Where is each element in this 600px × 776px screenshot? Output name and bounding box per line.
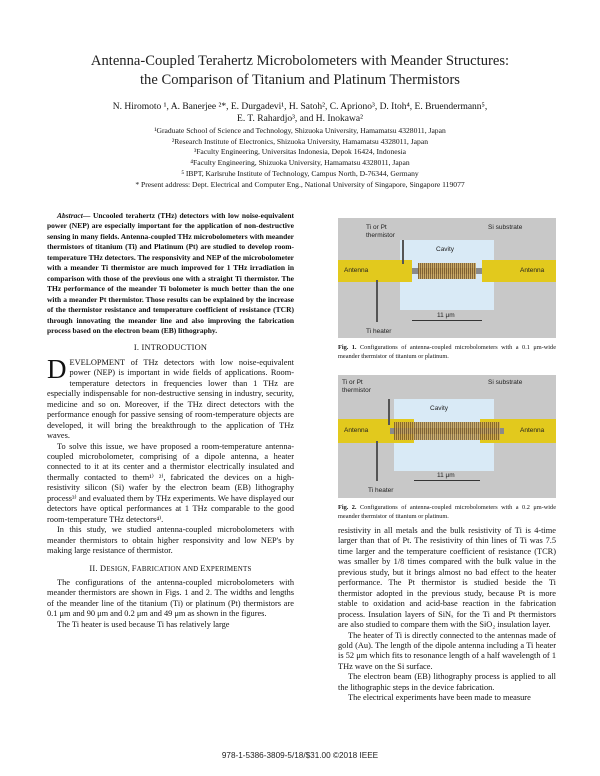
left-column <box>47 211 294 630</box>
heading-smallcaps: ABRICATION AND <box>136 564 201 573</box>
label-substrate: Si substrate <box>488 224 523 231</box>
authors-line-2: E. T. Rahardjo³, and H. Inokawa² <box>237 114 363 124</box>
intro-paragraph-1 <box>47 353 294 442</box>
label-cavity: Cavity <box>436 246 455 253</box>
thermistor-lead <box>388 399 390 425</box>
heading-cap: F <box>131 563 137 573</box>
right-paragraph-1: resistivity in all metals and the bulk resistivity of Ti is 4-time larger than that of Pt. The resistivity of thin lines of Ti was 7.5 time larger and the temperature coefficient of resistance (TCR) was smaller by 1/8 times compared with the bulk value in the previous study, but it brings almost no bad effect to the heater performance. The Pt thermistor is studied beside the Ti thermistor adopted in the previous study, because Pt is more stable to oxidation and acid-base reaction in the fabrication process. Insulation layers of SiNₓ for the Ti and Pt thermistors are also studied to compare them with the SiO₂ insulation layer. <box>338 526 556 630</box>
affiliation: ²Research Institute of Electronics, Shizuoka University, Hamamatsu 4328011, Japan <box>171 136 429 146</box>
abstract-label: Abstract— <box>57 211 91 220</box>
design-paragraph-2: The Ti heater is used because Ti has relatively large <box>57 619 230 629</box>
label-heater: Ti heater <box>366 328 392 335</box>
label-thermistor: Ti or Pt thermistor <box>342 379 371 394</box>
heater-lead <box>376 441 378 481</box>
affiliation: ³Faculty Engineering, Universitas Indonesia, Depok 16424, Indonesia <box>193 147 407 157</box>
heading-cap: D <box>100 563 107 573</box>
figure-1-diagram <box>338 218 556 338</box>
label-antenna-left: Antenna <box>344 427 369 434</box>
caption-number: Fig. 2. <box>338 504 357 511</box>
heading-cap: E <box>200 563 206 573</box>
meander-thermistor <box>394 422 500 440</box>
section-1-heading: I. INTRODUCTION <box>133 343 208 353</box>
label-heater: Ti heater <box>368 487 394 494</box>
heading-smallcaps: XPERIMENTS <box>205 564 252 573</box>
intro-paragraph-3: In this study, we studied antenna-coupled microbolometers with meander thermistors to obtain higher responsivity and low NEP's by making large resistance of thermistor. <box>47 525 294 556</box>
right-paragraph-4: The electrical experiments have been made to measure <box>348 693 531 703</box>
figure-2 <box>338 375 556 521</box>
label-antenna-right: Antenna <box>520 427 545 434</box>
figure-1-caption <box>338 344 556 361</box>
right-paragraph-2: The heater of Ti is directly connected to the antennas made of gold (Au). The length of the dipole antenna including a Ti heater is 52 μm which fits to resonance length of a half wavelength of 1 THz wave on the Si surface. <box>338 630 556 671</box>
caption-text: Configurations of antenna-coupled microbolometers with a 0.2 μm-wide meander thermistor of titanium or platinum. <box>338 504 556 520</box>
abstract <box>47 211 294 336</box>
label-dimension: 11 μm <box>437 312 455 319</box>
antenna-right <box>482 260 556 282</box>
label-thermistor: Ti or Pt thermistor <box>366 224 395 239</box>
figure-2-diagram <box>338 375 556 498</box>
heater-lead <box>376 280 378 322</box>
figure-2-caption <box>338 504 556 521</box>
intro-paragraph-1-text: EVELOPMENT of THz detectors with low noise-equivalent power (NEP) is important in wide fields of applications. Room-temperature detectors in frequencies lower than 1 THz are especially indispensable for non-destructive sensing in industry, security, medicine and so on. Moreover, if the THz direct detectors with the performance enough for passive sensing of room-temperature objects are developed, it will bring the breakthrough to the application of THz waves. <box>47 357 294 441</box>
caption-number: Fig. 1. <box>338 344 357 351</box>
affiliation-list <box>60 126 540 190</box>
label-antenna-right: Antenna <box>520 267 545 274</box>
right-paragraph-3: The electron beam (EB) lithography process is applied to all the lithographic steps in the device fabrication. <box>338 672 556 692</box>
abstract-text: Uncooled terahertz (THz) detectors with low noise-equivalent power (NEP) are especially important for the application of non-destructive sensing in many fields. Antenna-coupled THz microbolometers with meander thermistors of titanium (Ti) and Platinum (Pt) are studied to develop room-temperature THz detectors. The responsivity and NEP of the microbolometer with a meander Ti thermistor are much improved for 1 THz irradiation in comparison with those of the previous one with a straight Ti thermistor. The THz performance of the meander Ti bolometer is much better than the one with a meander Pt thermistor. Those results can be explained by the increase of the thermistor resistance and temperature coefficient of resistance (TCR) through innovating the meander line and also improving the fabrication process based on the electron beam (EB) lithography. <box>47 211 294 335</box>
label-cavity: Cavity <box>430 405 449 412</box>
caption-text: Configurations of antenna-coupled microbolometers with a 0.1 μm-wide meander thermistor of titanium or platinum. <box>338 344 556 360</box>
label-antenna-left: Antenna <box>344 267 369 274</box>
affiliation: * Present address: Dept. Electrical and Computer Eng., National University of Singapore, Singapore 119077 <box>135 179 465 189</box>
authors-line-1: N. Hiromoto ¹, A. Banerjee ²*, E. Durgadevi¹, H. Satoh², C. Apriono³, D. Itoh⁴, E. Bruendermann⁵, <box>112 102 488 112</box>
dimension-line <box>414 480 480 481</box>
heading-smallcaps: ESIGN, <box>106 564 132 573</box>
paper-title <box>30 52 570 90</box>
affiliation: ⁴Faculty Engineering, Shizuoka University, Hamamatsu 4328011, Japan <box>190 158 410 168</box>
meander-thermistor <box>418 263 476 279</box>
drop-cap: D <box>47 353 67 384</box>
affiliation: ⁵ IBPT, Karlsruhe Institute of Technology, Campus North, D-76344, Germany <box>181 168 419 178</box>
design-paragraph-1: The configurations of the antenna-coupled microbolometers with meander thermistors are shown in Figs. 1 and 2. The widths and lengths of the meander line of the titanium (Ti) or platinum (Pt) thermistors are 0.1 μm and 90 μm and 0.2 μm and 49 μm as shown in the figures. <box>47 577 294 619</box>
section-2-heading <box>47 564 294 574</box>
label-dimension: 11 μm <box>437 472 455 479</box>
intro-paragraph-2: To solve this issue, we have proposed a room-temperature antenna-coupled microbolometer, comprising of a dipole antenna, a heater connected to it at its center and a thermistor electrically insulated and thermally contacted to them¹⁾ ²⁾, fabricated the devices on a high-resistivity silicon (Si) wafer by the electron beam (EB) lithography process³⁾ and evaluated them by THz experiments. We have displayed our detectors have optical performances at 1 THz comparable to the good room-temperature THz detectors⁴⁾. <box>47 441 294 524</box>
figure-1 <box>338 218 556 361</box>
thermistor-lead <box>402 240 404 264</box>
title-line-1: Antenna-Coupled Terahertz Microbolometers with Meander Structures: <box>90 53 510 69</box>
copyright-footer: 978-1-5386-3809-5/18/$31.00 ©2018 IEEE <box>221 751 379 760</box>
label-substrate: Si substrate <box>488 379 523 386</box>
author-list <box>70 101 530 125</box>
dimension-line <box>412 320 482 321</box>
right-column <box>338 526 556 704</box>
section-2-number: II. <box>89 563 100 573</box>
title-line-2: the Comparison of Titanium and Platinum Thermistors <box>140 72 460 88</box>
affiliation: ¹Graduate School of Science and Technology, Shizuoka University, Hamamatsu 4328011, Japan <box>154 126 446 135</box>
